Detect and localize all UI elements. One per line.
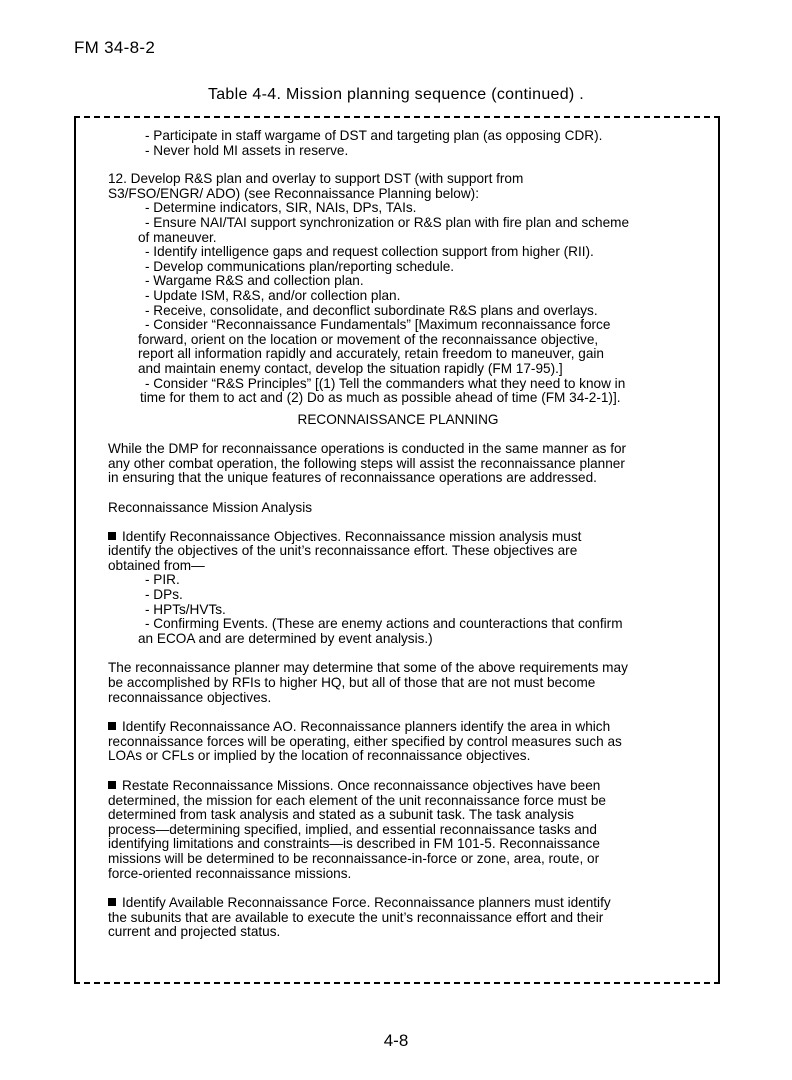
force-line: the subunits that are available to execute the unit’s reconnaissance effort and their bbox=[108, 909, 604, 925]
restate-line: missions will be determined to be reconnaissance-in-force or zone, area, route, or bbox=[108, 850, 600, 866]
intro-line: in ensuring that the unique features of reconnaissance operations are addressed. bbox=[108, 470, 597, 486]
square-bullet-icon bbox=[108, 722, 116, 730]
restate-line: determined, the mission for each element of the unit reconnaissance force must be bbox=[108, 792, 606, 808]
list-item-cont: and maintain enemy contact, develop the situation rapidly (FM 17-95).] bbox=[138, 360, 563, 376]
subheading: Reconnaissance Mission Analysis bbox=[108, 500, 313, 516]
section-heading: RECONNAISSANCE PLANNING bbox=[297, 411, 499, 427]
square-bullet-icon bbox=[108, 781, 116, 789]
square-bullet-icon bbox=[108, 898, 116, 906]
list-item-cont: forward, orient on the location or movement of the reconnaissance objective, bbox=[138, 331, 599, 347]
ao-line: LOAs or CFLs or implied by the location of reconnaissance objectives. bbox=[108, 748, 531, 764]
list-item: - Participate in staff wargame of DST and targeting plan (as opposing CDR). bbox=[145, 128, 603, 143]
list-item: - DPs. bbox=[145, 587, 183, 603]
list-item: - Confirming Events. (These are enemy actions and counteractions that confirm bbox=[145, 616, 623, 632]
restate-line: process—determining specified, implied, and essential reconnaissance tasks and bbox=[108, 821, 597, 837]
restate-line: identifying limitations and constraints—is described in FM 101-5. Reconnaissance bbox=[108, 836, 600, 852]
list-item: - Update ISM, R&S, and/or collection plan. bbox=[145, 287, 401, 303]
objectives-line: obtained from— bbox=[108, 557, 205, 573]
list-item-cont: report all information rapidly and accurately, retain freedom to maneuver, gain bbox=[138, 346, 604, 362]
list-item: - HPTs/HVTs. bbox=[145, 601, 226, 617]
restate-line: determined from task analysis and stated as a subunit task. The task analysis bbox=[108, 807, 574, 823]
list-item: - Never hold MI assets in reserve. bbox=[145, 142, 349, 158]
ao-line: reconnaissance forces will be operating, either specified by control measures such as bbox=[108, 733, 622, 749]
list-item-cont: of maneuver. bbox=[138, 229, 217, 245]
step-12-heading: 12. Develop R&S plan and overlay to support DST (with support from bbox=[108, 171, 524, 187]
step-12-heading-cont: S3/FSO/ENGR/ ADO) (see Reconnaissance Planning below): bbox=[108, 185, 479, 201]
planner-line: reconnaissance objectives. bbox=[108, 689, 272, 705]
list-item-cont: time for them to act and (2) Do as much as possible ahead of time (FM 34-2-1)]. bbox=[140, 390, 621, 406]
list-item: - PIR. bbox=[145, 572, 180, 588]
planner-line: be accomplished by RFIs to higher HQ, but all of those that are not must become bbox=[108, 675, 596, 690]
list-item: - Ensure NAI/TAI support synchronization or R&S plan with fire plan and scheme bbox=[145, 214, 630, 230]
intro-line: While the DMP for reconnaissance operations is conducted in the same manner as for bbox=[108, 441, 627, 457]
objectives-line: identify the objectives of the unit’s reconnaissance effort. These objectives are bbox=[108, 543, 578, 559]
objectives-line: Identify Reconnaissance Objectives. Reconnaissance mission analysis must bbox=[108, 530, 698, 545]
restate-line: force-oriented reconnaissance missions. bbox=[108, 865, 352, 881]
document-id: FM 34-8-2 bbox=[74, 38, 156, 57]
table-content bbox=[108, 129, 698, 940]
list-item: - Develop communications plan/reporting schedule. bbox=[145, 258, 455, 274]
force-line: current and projected status. bbox=[108, 924, 281, 940]
list-item: - Receive, consolidate, and deconflict subordinate R&S plans and overlays. bbox=[145, 302, 598, 318]
force-line: Identify Available Reconnaissance Force. Reconnaissance planners must identify bbox=[108, 896, 698, 911]
list-item: - Wargame R&S and collection plan. bbox=[145, 273, 364, 289]
list-item-cont: an ECOA and are determined by event analysis.) bbox=[138, 630, 433, 646]
ao-line: Identify Reconnaissance AO. Reconnaissance planners identify the area in which bbox=[108, 720, 698, 735]
planner-line: The reconnaissance planner may determine that some of the above requirements may bbox=[108, 660, 628, 676]
restate-line: Restate Reconnaissance Missions. Once reconnaissance objectives have been bbox=[108, 779, 698, 794]
page-number: 4-8 bbox=[383, 1031, 409, 1050]
list-item: - Consider “R&S Principles” [(1) Tell the commanders what they need to know in bbox=[145, 375, 626, 391]
list-item: - Determine indicators, SIR, NAIs, DPs, TAIs. bbox=[145, 200, 417, 216]
list-item: - Consider “Reconnaissance Fundamentals” [Maximum reconnaissance force bbox=[145, 317, 611, 333]
list-item: - Identify intelligence gaps and request collection support from higher (RII). bbox=[145, 244, 594, 260]
table-title: Table 4-4. Mission planning sequence (continued) . bbox=[207, 86, 585, 103]
intro-line: any other combat operation, the following steps will assist the reconnaissance planner bbox=[108, 455, 625, 471]
square-bullet-icon bbox=[108, 532, 116, 540]
